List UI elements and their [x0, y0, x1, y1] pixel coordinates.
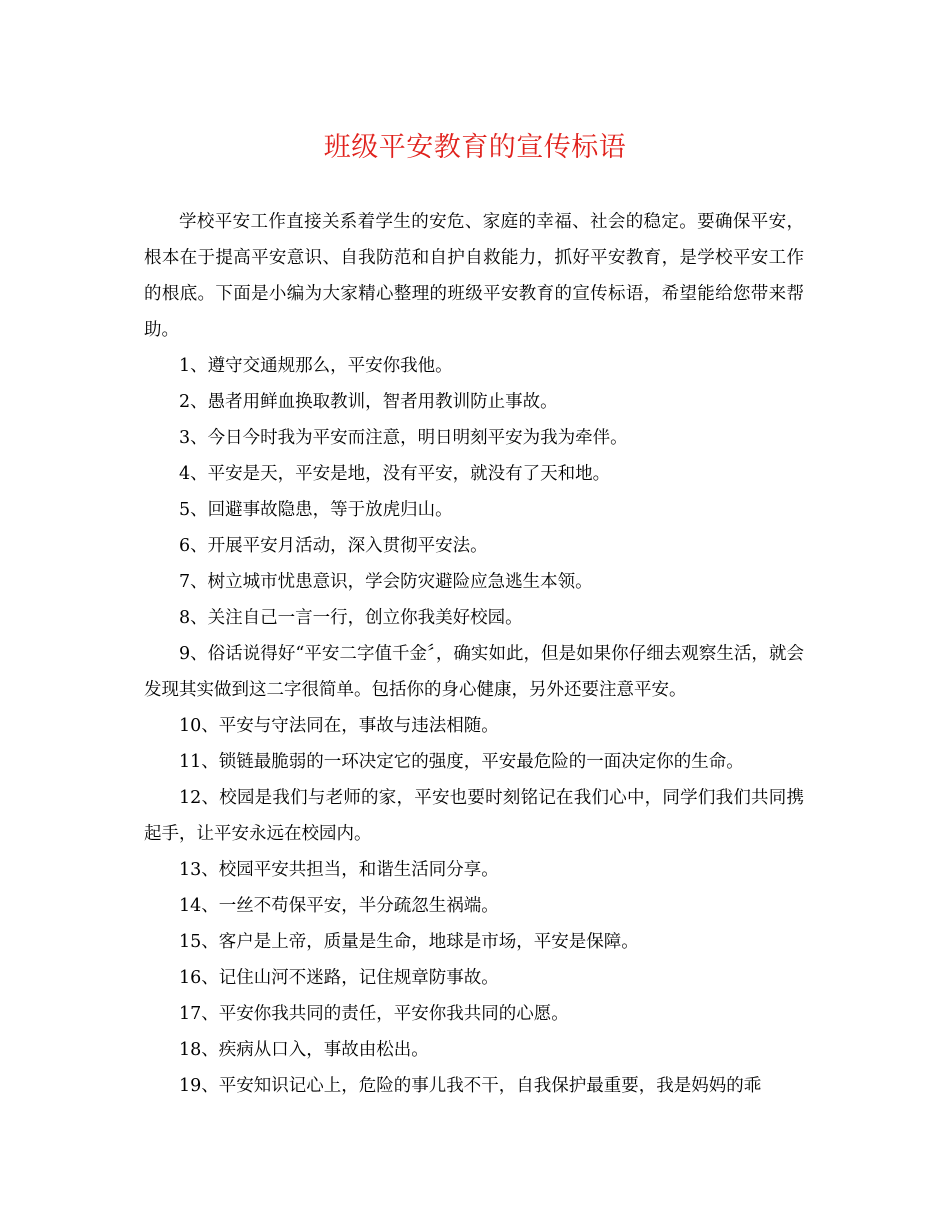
slogan-item: 14、一丝不苟保平安，半分疏忽生祸端。 [179, 896, 499, 916]
slogan-item: 7、树立城市忧患意识，学会防灾避险应急逃生本领。 [179, 572, 593, 592]
slogan-item: 6、开展平安月活动，深入贯彻平安法。 [179, 536, 488, 556]
slogan-item: 18、疾病从口入，事故由松出。 [179, 1040, 429, 1060]
slogan-item: 16、记住山河不迷路，记住规章防事故。 [179, 968, 499, 988]
slogan-item: 3、今日今时我为平安而注意，明日明刻平安为我为牵伴。 [179, 428, 628, 448]
slogan-item: 9、俗话说得好“平安二字值千金〞，确实如此，但是如果你仔细去观察生活，就会发现其实做到这二字很简单。包括你的身心健康，另外还要注意平安。 [144, 644, 804, 700]
slogan-item: 10、平安与守法同在，事故与违法相随。 [179, 716, 499, 736]
document-title: 班级平安教育的宣传标语 [323, 132, 627, 163]
slogan-item: 4、平安是天，平安是地，没有平安，就没有了天和地。 [179, 464, 611, 484]
slogan-item: 15、客户是上帝，质量是生命，地球是市场，平安是保障。 [179, 932, 639, 952]
slogan-item: 13、校园平安共担当，和谐生活同分享。 [179, 860, 499, 880]
intro-paragraph: 学校平安工作直接关系着学生的安危、家庭的幸福、社会的稳定。要确保平安，根本在于提高平安意识、自我防范和自护自救能力，抓好平安教育，是学校平安工作的根底。下面是小编为大家精心整理的班级平安教育的宣传标语，希望能给您带来帮助。 [144, 212, 804, 340]
slogan-item: 17、平安你我共同的责任，平安你我共同的心愿。 [179, 1004, 569, 1024]
slogan-item: 19、平安知识记心上，危险的事儿我不干，自我保护最重要，我是妈妈的乖 [179, 1076, 762, 1096]
slogan-item: 12、校园是我们与老师的家，平安也要时刻铭记在我们心中，同学们我们共同携起手，让平安永远在校园内。 [144, 788, 804, 844]
slogan-item: 1、遵守交通规那么，平安你我他。 [179, 356, 453, 376]
slogan-item: 11、锁链最脆弱的一环决定它的强度，平安最危险的一面决定你的生命。 [179, 752, 744, 772]
slogan-item: 2、愚者用鲜血换取教训，智者用教训防止事故。 [179, 392, 558, 412]
slogan-item: 8、关注自己一言一行，创立你我美好校园。 [179, 608, 523, 628]
document-body [144, 204, 804, 1104]
slogan-item: 5、回避事故隐患，等于放虎归山。 [179, 500, 453, 520]
